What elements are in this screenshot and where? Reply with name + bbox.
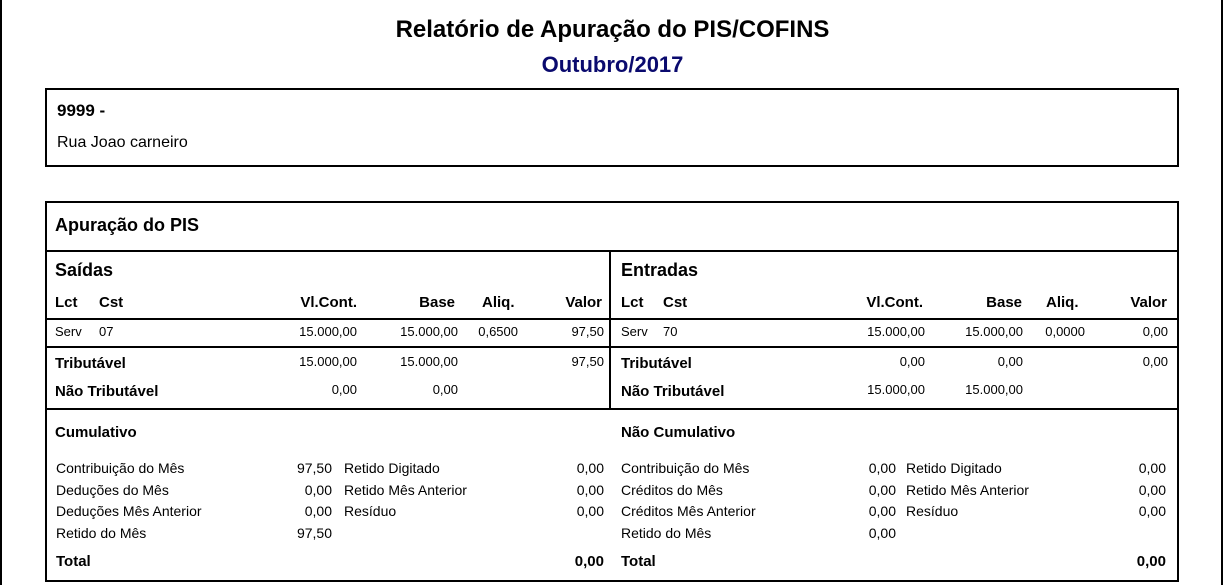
page-edge (0, 0, 2, 585)
company-code: 9999 - (57, 101, 106, 120)
entradas-header-lct: Lct (621, 294, 644, 311)
nao-cumulativo-value: 0,00 (1138, 482, 1166, 498)
saidas-nao-tributavel-vlcont: 0,00 (331, 382, 357, 397)
saidas-header-valor: Valor (565, 294, 602, 311)
saidas-nao-tributavel-base: 0,00 (432, 382, 458, 397)
company-box (45, 88, 1179, 167)
entradas-row-valor: 0,00 (1142, 324, 1168, 339)
nao-cumulativo-value: 0,00 (1138, 503, 1166, 519)
saidas-header-base: Base (419, 294, 455, 311)
entradas-tributavel-label: Tributável (621, 355, 692, 372)
nao-cumulativo-label: Créditos Mês Anterior (621, 503, 756, 519)
entradas-tributavel-vlcont: 0,00 (899, 354, 925, 369)
entradas-tributavel-base: 0,00 (997, 354, 1023, 369)
cumulativo-label: Deduções Mês Anterior (56, 503, 202, 519)
cumulativo-label: Deduções do Mês (56, 482, 169, 498)
cumulativo-label: Retido Digitado (344, 460, 440, 476)
nao-cumulativo-value: 0,00 (1138, 460, 1166, 476)
entradas-header-valor: Valor (1130, 294, 1167, 311)
nao-cumulativo-value: 0,00 (868, 503, 896, 519)
saidas-nao-tributavel-label: Não Tributável (55, 383, 159, 400)
cumulativo-value: 0,00 (576, 503, 604, 519)
cumulativo-total-label: Total (56, 553, 91, 570)
report-title: Relatório de Apuração do PIS/COFINS (395, 16, 830, 43)
cumulativo-title: Cumulativo (55, 424, 137, 441)
column-divider (609, 252, 611, 410)
entradas-header-cst: Cst (663, 294, 688, 311)
nao-cumulativo-total-label: Total (621, 553, 656, 570)
entradas-row-lct: Serv (621, 324, 648, 339)
cumulativo-value: 97,50 (296, 460, 332, 476)
cumulativo-value: 0,00 (576, 460, 604, 476)
cumulativo-label: Resíduo (344, 503, 397, 519)
entradas-title: Entradas (621, 260, 699, 280)
nao-cumulativo-label: Resíduo (906, 503, 959, 519)
entradas-nao-tributavel-base: 15.000,00 (965, 382, 1023, 397)
report-period: Outubro/2017 (541, 52, 684, 77)
saidas-tributavel-label: Tributável (55, 355, 126, 372)
entradas-row-base: 15.000,00 (965, 324, 1023, 339)
nao-cumulativo-title: Não Cumulativo (621, 424, 736, 441)
divider (45, 250, 1179, 252)
cumulativo-value: 0,00 (304, 503, 332, 519)
entradas-row-vlcont: 15.000,00 (867, 324, 925, 339)
section-title: Apuração do PIS (55, 215, 200, 235)
cumulativo-total-value: 0,00 (574, 553, 604, 570)
nao-cumulativo-label: Retido Mês Anterior (906, 482, 1029, 498)
cumulativo-label: Retido do Mês (56, 525, 147, 541)
nao-cumulativo-value: 0,00 (868, 482, 896, 498)
entradas-header-base: Base (986, 294, 1022, 311)
nao-cumulativo-value: 0,00 (868, 525, 896, 541)
entradas-row-aliq: 0,0000 (1045, 324, 1085, 339)
nao-cumulativo-label: Créditos do Mês (621, 482, 723, 498)
saidas-tributavel-valor: 97,50 (571, 354, 604, 369)
nao-cumulativo-label: Contribuição do Mês (621, 460, 750, 476)
saidas-header-cst: Cst (99, 294, 124, 311)
entradas-row-cst: 70 (663, 324, 678, 339)
divider (45, 408, 1179, 410)
cumulativo-value: 0,00 (304, 482, 332, 498)
entradas-tributavel-valor: 0,00 (1142, 354, 1168, 369)
saidas-header-aliq: Aliq. (482, 294, 515, 311)
entradas-nao-tributavel-vlcont: 15.000,00 (867, 382, 925, 397)
saidas-row-aliq: 0,6500 (478, 324, 518, 339)
cumulativo-label: Contribuição do Mês (56, 460, 185, 476)
nao-cumulativo-total-value: 0,00 (1136, 553, 1166, 570)
divider (45, 346, 1179, 348)
entradas-header-aliq: Aliq. (1046, 294, 1079, 311)
saidas-row-lct: Serv (55, 324, 82, 339)
saidas-tributavel-vlcont: 15.000,00 (299, 354, 357, 369)
nao-cumulativo-label: Retido Digitado (906, 460, 1002, 476)
saidas-row-vlcont: 15.000,00 (299, 324, 357, 339)
saidas-row-cst: 07 (99, 324, 114, 339)
nao-cumulativo-label: Retido do Mês (621, 525, 712, 541)
saidas-header-vlcont: Vl.Cont. (300, 294, 357, 311)
divider (45, 318, 1179, 320)
cumulativo-value: 0,00 (576, 482, 604, 498)
company-address: Rua Joao carneiro (57, 134, 188, 151)
saidas-row-valor: 97,50 (571, 324, 604, 339)
entradas-header-vlcont: Vl.Cont. (866, 294, 923, 311)
cumulativo-label: Retido Mês Anterior (344, 482, 467, 498)
saidas-title: Saídas (55, 260, 114, 280)
entradas-nao-tributavel-label: Não Tributável (621, 383, 725, 400)
nao-cumulativo-value: 0,00 (868, 460, 896, 476)
page-edge (1221, 0, 1223, 585)
saidas-tributavel-base: 15.000,00 (400, 354, 458, 369)
saidas-header-lct: Lct (55, 294, 78, 311)
cumulativo-value: 97,50 (296, 525, 332, 541)
saidas-row-base: 15.000,00 (400, 324, 458, 339)
